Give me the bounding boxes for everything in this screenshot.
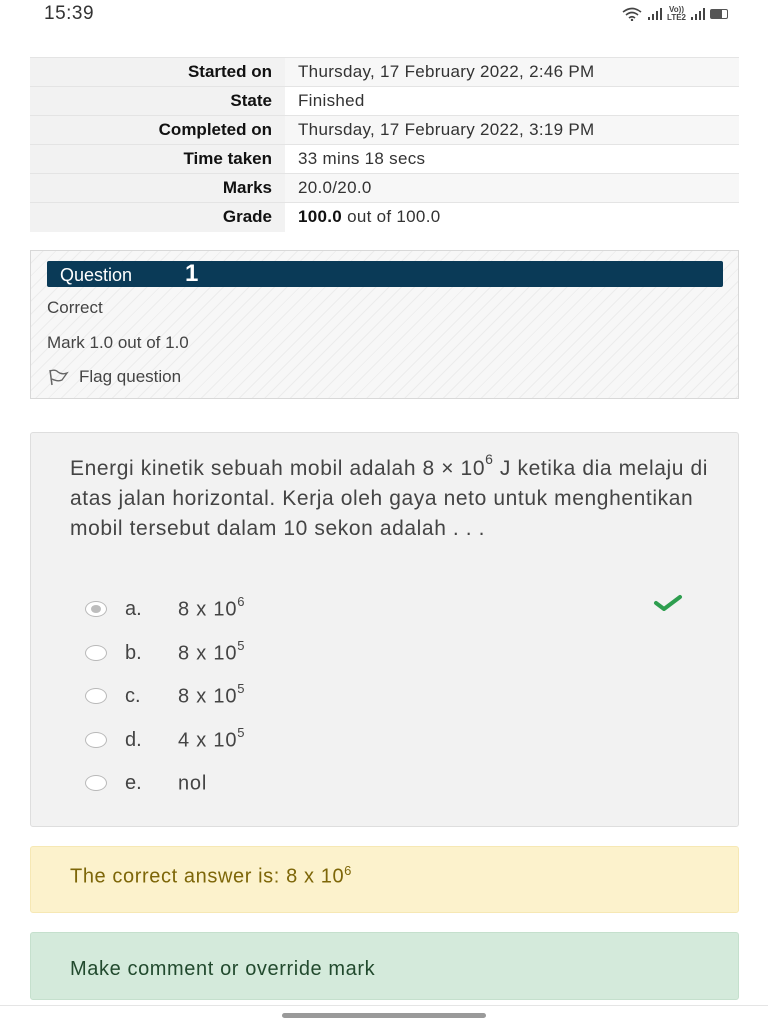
question-header [47,261,723,287]
status-bar [0,0,768,30]
volte-top: Vo)) [669,5,684,14]
radio-d[interactable] [85,732,107,748]
right-answer-exp: 6 [344,863,353,878]
question-state: Correct [47,298,103,317]
question-text-exponent: 6 [485,451,494,467]
option-letter: d. [125,728,142,751]
summary-value: Thursday, 17 February 2022, 2:46 PM [285,58,739,87]
divider [0,1005,768,1006]
question-text-end: J ketika dia melaju di atas jalan horizontal. Kerja oleh gaya neto untuk menghentikan mobil tersebut dalam 10 sekon adalah . . . [70,457,709,540]
radio-a[interactable] [85,601,107,617]
summary-value: 20.0/20.0 [285,174,739,203]
signal-icon-2 [691,8,705,20]
summary-row [30,116,739,145]
volte-bottom: LTE2 [667,13,686,22]
summary-value: Thursday, 17 February 2022, 3:19 PM [285,116,739,145]
question-text [70,447,710,544]
option-text [178,770,207,796]
summary-value: Finished [285,87,739,116]
check-icon [653,593,683,613]
radio-c[interactable] [85,688,107,704]
summary-row [30,174,739,203]
option-base: nol [178,772,208,795]
question-number: 1 [185,260,199,287]
summary-row [30,87,739,116]
answer-option-a[interactable] [85,594,246,624]
question-text-start: Energi kinetik sebuah mobil adalah 8 × 10 [70,457,486,480]
grade-value [285,203,739,232]
answer-option-e[interactable] [85,768,208,798]
option-base: 8 x 10 [178,685,238,708]
option-base: 4 x 10 [178,729,238,752]
option-text [178,727,245,753]
option-base: 8 x 10 [178,598,238,621]
answer-option-d[interactable] [85,725,246,755]
grade-score: 100.0 [298,207,343,227]
answer-option-c[interactable] [85,681,246,711]
option-letter: a. [125,597,142,620]
option-base: 8 x 10 [178,642,238,665]
right-answer-base: The correct answer is: 8 x 10 [70,865,345,888]
signal-icon [648,8,662,20]
summary-label: Marks [30,174,285,203]
option-text [178,683,245,709]
summary-label: Grade [30,203,285,232]
summary-label: State [30,87,285,116]
comment-override-button[interactable] [30,932,739,1000]
option-letter: b. [125,641,142,664]
question-info [30,250,739,399]
summary-label: Time taken [30,145,285,174]
radio-e[interactable] [85,775,107,791]
option-exp: 6 [237,594,246,610]
option-exp: 5 [237,725,246,741]
grade-rest: out of 100.0 [342,207,441,227]
radio-b[interactable] [85,645,107,661]
status-time: 15:39 [44,3,95,24]
summary-row-grade [30,203,739,232]
question-label: Question [60,265,133,285]
summary-row [30,145,739,174]
flag-question-label: Flag question [79,367,182,386]
option-letter: e. [125,771,142,794]
summary-row [30,58,739,87]
flag-icon [47,368,69,386]
comment-override-label: Make comment or override mark [70,958,376,980]
home-gesture-bar[interactable] [282,1013,486,1018]
answer-option-b[interactable] [85,638,246,668]
option-text [178,596,245,622]
summary-label: Started on [30,58,285,87]
status-icons [621,6,728,22]
summary-value: 33 mins 18 secs [285,145,739,174]
option-exp: 5 [237,681,246,697]
option-exp: 5 [237,638,246,654]
attempt-summary-table [30,57,739,232]
flag-question-button[interactable] [47,367,181,387]
option-text [178,640,245,666]
option-letter: c. [125,684,141,707]
volte-icon [667,6,686,22]
right-answer-box [30,846,739,913]
question-content [30,432,739,827]
battery-icon [710,9,728,19]
question-mark: Mark 1.0 out of 1.0 [47,333,189,352]
right-answer-text [70,863,352,889]
wifi-icon [621,7,643,21]
summary-label: Completed on [30,116,285,145]
